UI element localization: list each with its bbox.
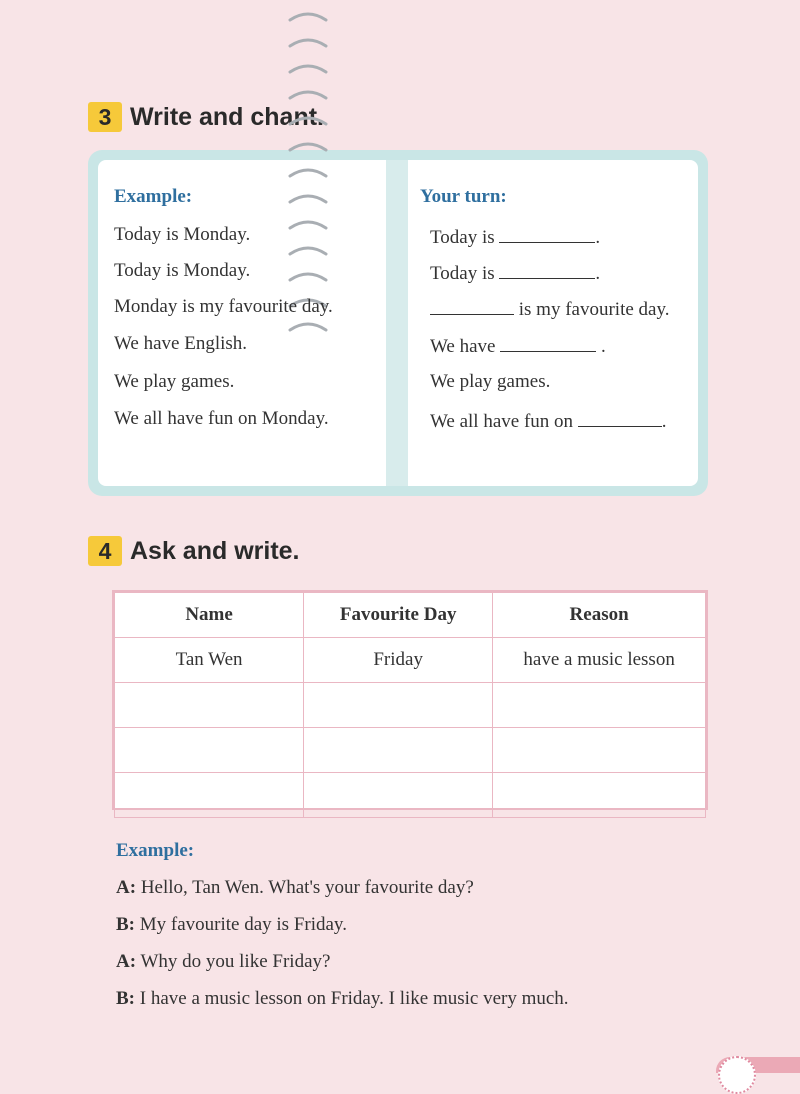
page-number-badge bbox=[718, 1056, 756, 1094]
table-cell-empty[interactable] bbox=[304, 728, 493, 773]
turn-line-text: Today is bbox=[430, 263, 500, 284]
table-cell: Tan Wen bbox=[115, 638, 304, 683]
table-row bbox=[115, 773, 706, 818]
turn-line bbox=[430, 224, 600, 249]
example-line: Today is Monday. bbox=[114, 224, 251, 245]
answer-blank[interactable] bbox=[499, 224, 595, 243]
turn-line-text: We all have fun on bbox=[430, 411, 578, 432]
turn-line-text: . bbox=[661, 411, 667, 432]
answer-blank[interactable] bbox=[578, 408, 662, 427]
notebook-right-page bbox=[408, 160, 698, 486]
table-cell: Friday bbox=[304, 638, 493, 683]
answer-blank[interactable] bbox=[499, 260, 595, 279]
table-cell-empty[interactable] bbox=[493, 728, 706, 773]
table-header-row bbox=[115, 593, 706, 638]
table-cell: have a music lesson bbox=[493, 638, 706, 683]
turn-line-text: . bbox=[595, 227, 601, 248]
section-number-badge: 4 bbox=[88, 536, 122, 566]
turn-line bbox=[430, 333, 606, 358]
speaker-label: B: bbox=[116, 988, 135, 1009]
section-title: Ask and write. bbox=[130, 536, 300, 565]
example-line: Today is Monday. bbox=[114, 260, 251, 281]
turn-line-text: We have bbox=[430, 336, 501, 357]
your-turn-heading: Your turn: bbox=[420, 186, 507, 207]
section-number-badge: 3 bbox=[88, 102, 122, 132]
turn-line-text: . bbox=[595, 263, 601, 284]
table-row bbox=[115, 638, 706, 683]
dialog-line bbox=[116, 988, 569, 1010]
turn-line-text: . bbox=[596, 336, 606, 357]
notebook-spine bbox=[386, 160, 408, 486]
example-line: We all have fun on Monday. bbox=[114, 408, 329, 429]
table-row bbox=[115, 728, 706, 773]
section-title: Write and chant. bbox=[130, 102, 325, 131]
table-cell-empty[interactable] bbox=[115, 728, 304, 773]
turn-line bbox=[430, 296, 669, 321]
notebook-rings-icon bbox=[280, 6, 336, 336]
column-header-favourite-day: Favourite Day bbox=[304, 593, 493, 638]
table-cell-empty[interactable] bbox=[304, 773, 493, 818]
dialog-text: Hello, Tan Wen. What's your favourite day? bbox=[136, 877, 474, 898]
dialog-text: Why do you like Friday? bbox=[136, 951, 331, 972]
example-line: We play games. bbox=[114, 371, 235, 392]
dialog-line bbox=[116, 951, 330, 973]
speaker-label: A: bbox=[116, 951, 137, 972]
dialog-line bbox=[116, 877, 474, 899]
table-cell-empty[interactable] bbox=[115, 683, 304, 728]
dialog-text: My favourite day is Friday. bbox=[135, 914, 347, 935]
section-4-header bbox=[88, 536, 300, 566]
turn-line-text: is my favourite day. bbox=[514, 299, 670, 320]
turn-line-text: We play games. bbox=[430, 371, 551, 392]
table-cell-empty[interactable] bbox=[493, 773, 706, 818]
example-line: Monday is my favourite day. bbox=[114, 296, 333, 317]
turn-line bbox=[430, 260, 600, 285]
column-header-reason: Reason bbox=[493, 593, 706, 638]
example-heading: Example: bbox=[114, 186, 193, 207]
turn-line-text: Today is bbox=[430, 227, 500, 248]
dialog-line bbox=[116, 914, 347, 936]
dialog-text: I have a music lesson on Friday. I like music very much. bbox=[135, 988, 569, 1009]
answer-blank[interactable] bbox=[500, 333, 596, 352]
speaker-label: A: bbox=[116, 877, 137, 898]
survey-table bbox=[112, 590, 708, 810]
example-line: We have English. bbox=[114, 333, 248, 354]
turn-line bbox=[430, 408, 667, 433]
speaker-label: B: bbox=[116, 914, 135, 935]
column-header-name: Name bbox=[115, 593, 304, 638]
dialog-example-label: Example: bbox=[116, 840, 195, 861]
turn-line bbox=[430, 371, 550, 393]
notebook-left-page bbox=[98, 160, 386, 486]
answer-blank[interactable] bbox=[430, 296, 514, 315]
table-cell-empty[interactable] bbox=[493, 683, 706, 728]
table-cell-empty[interactable] bbox=[115, 773, 304, 818]
table-cell-empty[interactable] bbox=[304, 683, 493, 728]
table-row bbox=[115, 683, 706, 728]
